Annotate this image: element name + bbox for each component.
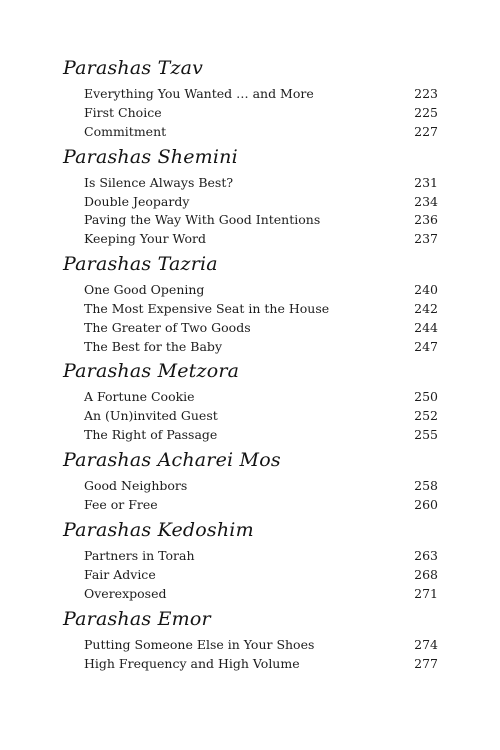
toc-entry [84, 495, 438, 514]
entry-page-number: 234 [414, 194, 438, 209]
entry-title: Good Neighbors [84, 478, 188, 493]
entry-page-number: 271 [414, 586, 438, 601]
entry-page-number: 260 [414, 497, 438, 512]
entry-page-number: 247 [414, 339, 438, 354]
entry-page-number: 223 [414, 86, 438, 101]
toc-entry [84, 476, 438, 495]
entry-title: Overexposed [84, 586, 167, 601]
toc-entry [84, 103, 438, 122]
toc-entry [84, 565, 438, 584]
section-title-acharei-mos: Parashas Acharei Mos [63, 449, 281, 471]
entry-title: High Frequency and High Volume [84, 656, 300, 671]
toc-entry [84, 122, 438, 141]
toc-entry [84, 387, 438, 406]
toc-entry [84, 229, 438, 248]
entry-title: Commitment [84, 124, 167, 139]
entry-title: The Best for the Baby [84, 339, 223, 354]
toc-entry [84, 425, 438, 444]
toc-entry [84, 337, 438, 356]
section-title-kedoshim: Parashas Kedoshim [63, 519, 254, 541]
entry-title: Fee or Free [84, 497, 158, 512]
toc-entry [84, 546, 438, 565]
entry-page-number: 231 [414, 175, 438, 190]
section-title-shemini: Parashas Shemini [63, 146, 238, 168]
section-title-metzora: Parashas Metzora [63, 360, 240, 382]
entry-page-number: 250 [414, 389, 438, 404]
toc-entry [84, 406, 438, 425]
entry-title: Paving the Way With Good Intentions [84, 212, 321, 227]
entry-title: One Good Opening [84, 282, 205, 297]
entry-title: Keeping Your Word [84, 231, 207, 246]
toc-entry [84, 210, 438, 229]
entry-title: The Right of Passage [84, 427, 218, 442]
entry-title: Everything You Wanted … and More [84, 86, 314, 101]
entry-page-number: 268 [414, 567, 438, 582]
entry-title: An (Un)invited Guest [84, 408, 218, 423]
entry-page-number: 274 [414, 637, 438, 652]
entry-title: First Choice [84, 105, 162, 120]
entry-page-number: 252 [414, 408, 438, 423]
entry-page-number: 255 [414, 427, 438, 442]
toc-entry [84, 584, 438, 603]
entry-title: Is Silence Always Best? [84, 175, 234, 190]
entry-page-number: 240 [414, 282, 438, 297]
section-title-tazria: Parashas Tazria [63, 253, 218, 275]
toc-entry [84, 84, 438, 103]
entry-page-number: 242 [414, 301, 438, 316]
entry-page-number: 258 [414, 478, 438, 493]
toc-entry [84, 173, 438, 192]
toc-entry [84, 299, 438, 318]
entry-page-number: 263 [414, 548, 438, 563]
entry-page-number: 277 [414, 656, 438, 671]
entry-title: A Fortune Cookie [84, 389, 195, 404]
entry-page-number: 244 [414, 320, 438, 335]
entry-title: The Greater of Two Goods [84, 320, 251, 335]
entry-title: Double Jeopardy [84, 194, 190, 209]
entry-title: Putting Someone Else in Your Shoes [84, 637, 315, 652]
entry-title: Fair Advice [84, 567, 156, 582]
toc-entry [84, 635, 438, 654]
section-title-tzav: Parashas Tzav [63, 57, 204, 79]
toc-entry [84, 192, 438, 211]
entry-page-number: 225 [414, 105, 438, 120]
entry-page-number: 227 [414, 124, 438, 139]
entry-page-number: 236 [414, 212, 438, 227]
entry-title: The Most Expensive Seat in the House [84, 301, 330, 316]
entry-title: Partners in Torah [84, 548, 195, 563]
toc-entry [84, 318, 438, 337]
entry-page-number: 237 [414, 231, 438, 246]
toc-entry [84, 654, 438, 673]
toc-entry [84, 280, 438, 299]
section-title-emor: Parashas Emor [63, 608, 211, 630]
